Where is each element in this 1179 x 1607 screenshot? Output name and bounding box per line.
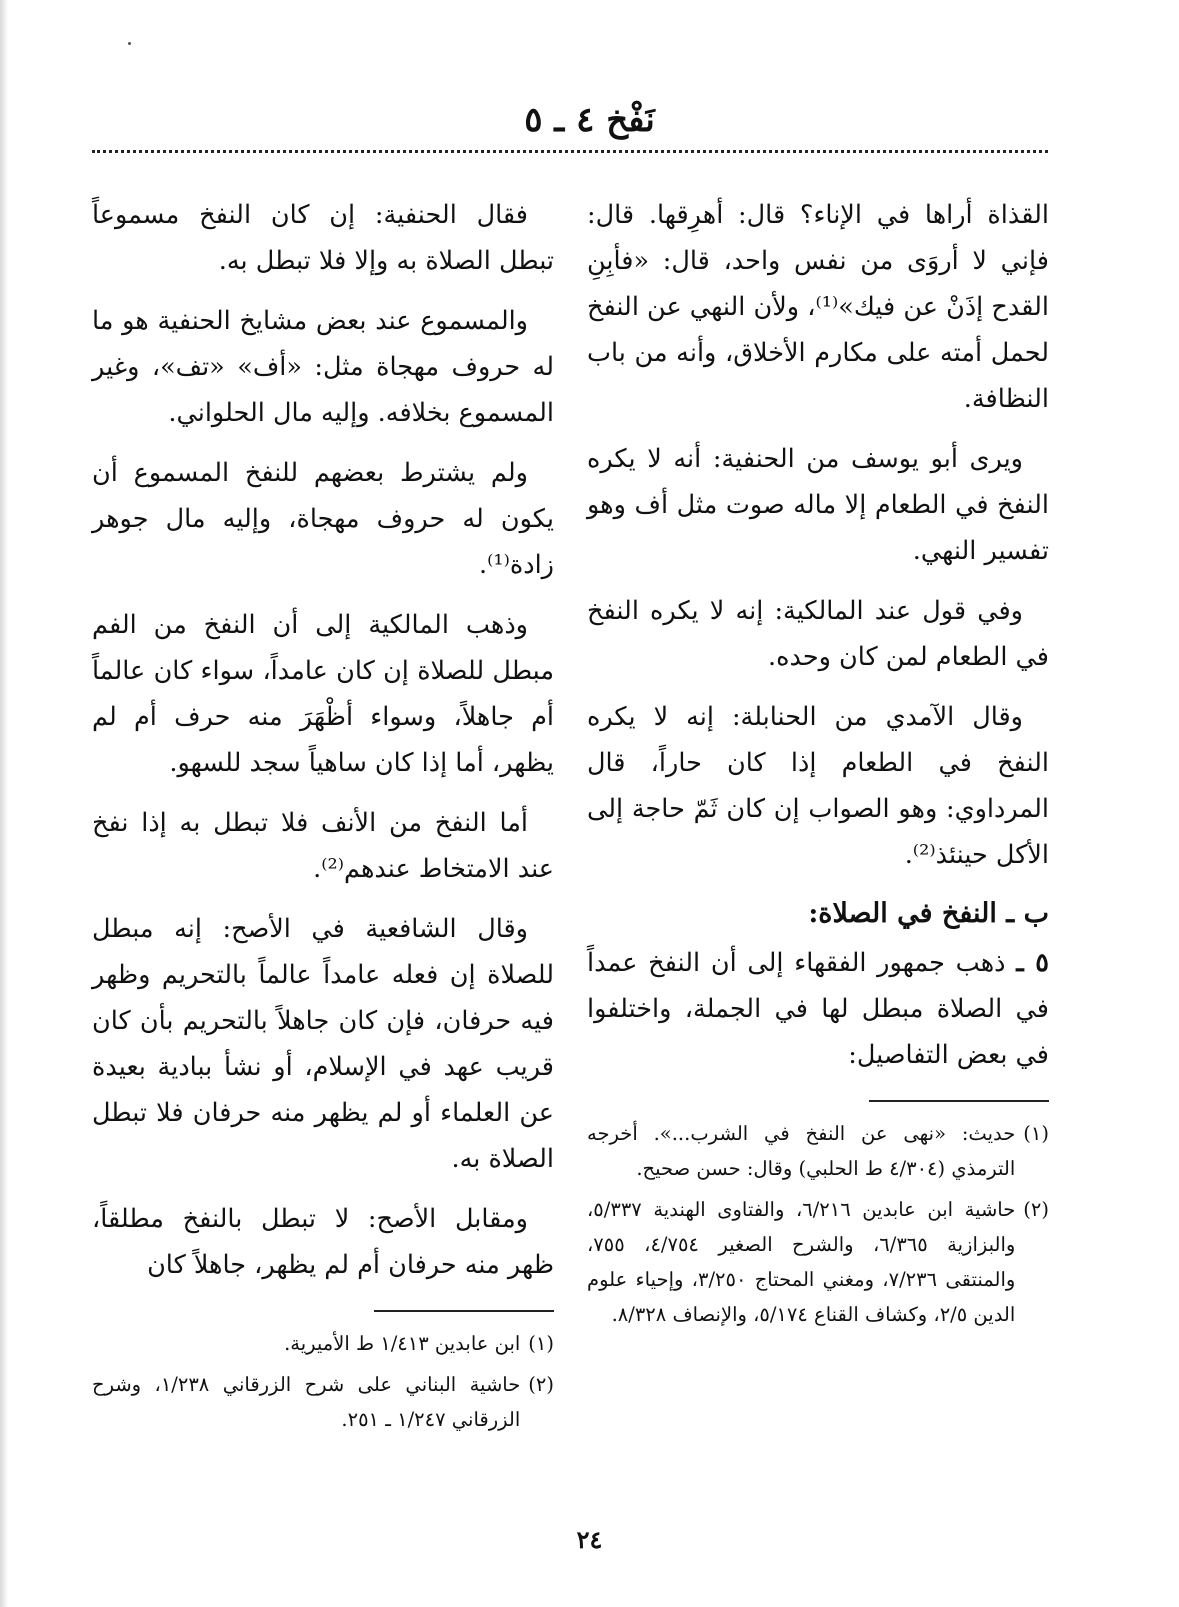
footnote-text: ابن عابدين ١/٤١٣ ط الأميرية.: [284, 1332, 521, 1355]
paragraph: ومقابل الأصح: لا تبطل بالنفخ مطلقاً، ظهر منه حرفان أم لم يظهر، جاهلاً كان: [92, 1204, 554, 1280]
section-heading: ب ـ النفخ في الصلاة:: [808, 898, 1049, 929]
footnote-separator: [869, 1100, 1049, 1102]
footnote: [587, 1116, 1049, 1186]
page-binding-edge: [0, 0, 8, 1607]
paragraph: وقال الشافعية في الأصح: إنه مبطل للصلاة إن فعله عامداً عالماً بالتحريم وظهر فيه حرفان، فإن كان جاهلاً بالتحريم بأن كان قريب عهد في الإسلام، أو نشأ ببادية بعيدة عن العلماء أو لم يظهر منه حرفان فلا تبطل الصلاة به.: [92, 914, 554, 1174]
footnote: [92, 1326, 554, 1361]
footnote: [92, 1367, 554, 1437]
paragraph: وفي قول عند المالكية: إنه لا يكره النفخ في الطعام لمن كان وحده.: [587, 596, 1049, 672]
footnote-number: (١): [1023, 1122, 1049, 1145]
paragraph: أما النفخ من الأنف فلا تبطل به إذا نفخ عند الامتخاط عندهم⁽²⁾.: [92, 808, 554, 884]
paragraph: وذهب المالكية إلى أن النفخ من الفم مبطل للصلاة إن كان عامداً، سواء كان عالماً أم جاهلاً، وسواء أظْهَرَ منه حرف أم لم يظهر، أما إذا كان ساهياً سجد للسهو.: [92, 610, 554, 778]
paragraph: وقال الآمدي من الحنابلة: إنه لا يكره النفخ في الطعام إذا كان حاراً، قال المرداوي: وهو الصواب إن كان ثَمّ حاجة إلى الأكل حينئذ⁽²⁾.: [587, 702, 1049, 870]
header-dotted-rule: [92, 150, 1048, 153]
running-header-title: نَفْخ ٤ ـ ٥: [524, 100, 655, 140]
paragraph: ولم يشترط بعضهم للنفخ المسموع أن يكون له حروف مهجاة، وإليه مال جوهر زادة⁽¹⁾.: [92, 458, 554, 580]
paragraph: فقال الحنفية: إن كان النفخ مسموعاً تبطل الصلاة به وإلا فلا تبطل به.: [92, 200, 554, 276]
page-number: ٢٤: [576, 1525, 603, 1554]
paragraph-number: ٥ ـ: [1016, 948, 1049, 978]
footnote-number: (٢): [1023, 1198, 1049, 1221]
footnote-separator: [374, 1310, 554, 1312]
numbered-paragraph: [587, 940, 1049, 1078]
scan-speck: [128, 42, 131, 45]
footnote-text: حاشية البناني على شرح الزرقاني ١/٢٣٨، وشرح الزرقاني ١/٢٤٧ ـ ٢٥١.: [92, 1373, 521, 1431]
footnote-number: (٢): [528, 1373, 554, 1396]
footnote-number: (١): [528, 1332, 554, 1355]
right-column: [587, 192, 1049, 1338]
paragraph: القذاة أراها في الإناء؟ قال: أهرِقها. قال: فإني لا أروَى من نفس واحد، قال: «فأبِنِ القدح إذَنْ عن فيك»⁽¹⁾، ولأن النهي عن النفخ لحمل أمته على مكارم الأخلاق، وأنه من باب النظافة.: [587, 200, 1049, 414]
paragraph: ويرى أبو يوسف من الحنفية: أنه لا يكره النفخ في الطعام إلا ماله صوت مثل أف وهو تفسير النهي.: [587, 444, 1049, 566]
footnote: [587, 1192, 1049, 1332]
left-column: [92, 192, 554, 1443]
numbered-paragraph-text: ذهب جمهور الفقهاء إلى أن النفخ عمداً في الصلاة مبطل لها في الجملة، واختلفوا في بعض التفاصيل:: [587, 948, 1049, 1070]
footnote-text: حديث: «نهى عن النفخ في الشرب...». أخرجه الترمذي (٤/٣٠٤ ط الحلبي) وقال: حسن صحيح.: [587, 1122, 1016, 1180]
paragraph: والمسموع عند بعض مشايخ الحنفية هو ما له حروف مهجاة مثل: «أف» «تف»، وغير المسموع بخلافه. وإليه مال الحلواني.: [92, 306, 554, 428]
footnote-text: حاشية ابن عابدين ٦/٢١٦، والفتاوى الهندية ٥/٣٣٧، والبزازية ٦/٣٦٥، والشرح الصغير ٤/٧٥٤، ٧٥٥، والمنتقى ٧/٢٣٦، ومغني المحتاج ٣/٢٥٠، وإحياء علوم الدين ٢/٥، وكشاف القناع ٥/١٧٤، والإنصاف ٨/٣٢٨.: [587, 1198, 1016, 1326]
